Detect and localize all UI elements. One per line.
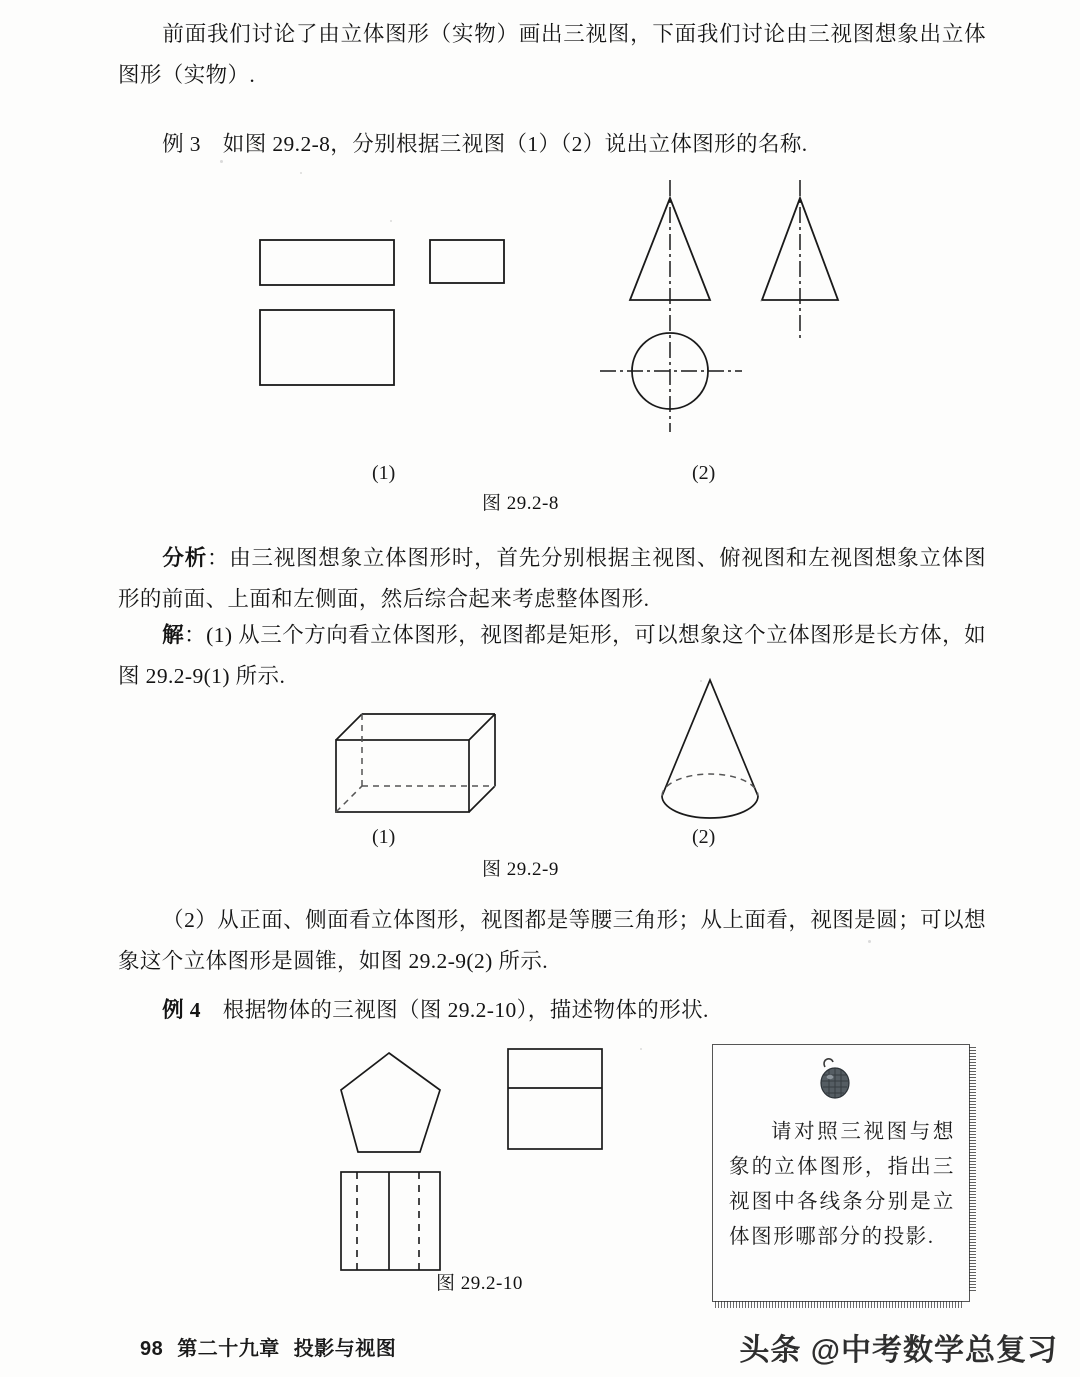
fig9-cuboid [336,714,495,812]
scan-speck [640,1048,642,1050]
page-footer [140,1332,396,1361]
fig10-caption: 图 29.2-10 [436,1273,523,1294]
page-number: 98 [140,1338,164,1360]
fig8-caption: 图 29.2-8 [482,493,559,514]
analysis-label: 分析 [162,546,207,570]
example-4-label: 例 4 [162,998,201,1022]
intro-text: 前面我们讨论了由立体图形（实物）画出三视图，下面我们讨论由三视图想象出立体图形（实物）. [118,22,986,87]
fig9-cone-hidden-arc [662,774,758,796]
fig9-part1-label: (1) [372,826,396,848]
paragraph-solution-2 [118,900,986,982]
fig10-rectangle [341,1172,440,1270]
figure-29-2-9 [320,672,780,822]
solution-1-text: ：(1) 从三个方向看立体图形，视图都是矩形，可以想象这个立体图形是长方体，如图 29.2-9(1) 所示. [118,623,986,688]
solution-label: 解 [162,623,185,647]
scan-speck [760,300,762,302]
scan-speck [868,940,871,943]
scan-speck [390,220,392,222]
fig10-rectangle-hidden-lines [357,1172,419,1270]
note-body: 请对照三视图与想象的立体图形，指出三视图中各线条分别是立体图形哪部分的投影. [729,1121,955,1248]
fig8-part1-label: (1) [372,462,396,484]
figure-29-2-10 [330,1044,620,1284]
note-decorative-border-right [969,1047,976,1293]
watermark: 头条 @中考数学总复习 [739,1334,1058,1367]
fig10-pentagon [341,1053,440,1152]
section-label: 投影与视图 [293,1338,397,1360]
fig9-caption: 图 29.2-9 [482,859,559,880]
paragraph-example-3 [118,124,986,165]
paragraph-example-4 [118,990,986,1031]
paragraph-analysis [118,538,986,620]
scan-speck [700,680,702,682]
chapter-label: 第二十九章 [177,1338,280,1360]
bomb-icon [811,1055,855,1103]
analysis-text: ：由三视图想象立体图形时，首先分别根据主视图、俯视图和左视图想象立体图形的前面、上面和左侧面，然后综合起来考虑整体图形. [118,546,986,611]
scan-speck [300,172,302,174]
example-3-text: 例 3 如图 29.2-8，分别根据三视图（1）（2）说出立体图形的名称. [162,132,808,156]
paragraph-intro [118,14,986,96]
fig9-part2-label: (2) [692,826,716,848]
fig8-rect-front [260,240,394,285]
note-decorative-border-bottom [715,1301,963,1308]
fig10-square [508,1049,602,1149]
fig8-rect-side [430,240,504,283]
example-4-text: 根据物体的三视图（图 29.2-10），描述物体的形状. [200,998,709,1022]
sidebar-note [712,1044,970,1302]
fig9-cuboid-hidden-edges [336,714,495,812]
fig9-cone [662,680,758,818]
fig8-part2-label: (2) [692,462,716,484]
scan-speck [220,160,223,163]
note-text [729,1115,955,1255]
figure-29-2-8 [240,180,860,470]
fig8-rect-top [260,310,394,385]
solution-2-text: （2）从正面、侧面看立体图形，视图都是等腰三角形；从上面看，视图是圆；可以想象这个立体图形是圆锥，如图 29.2-9(2) 所示. [118,908,986,973]
